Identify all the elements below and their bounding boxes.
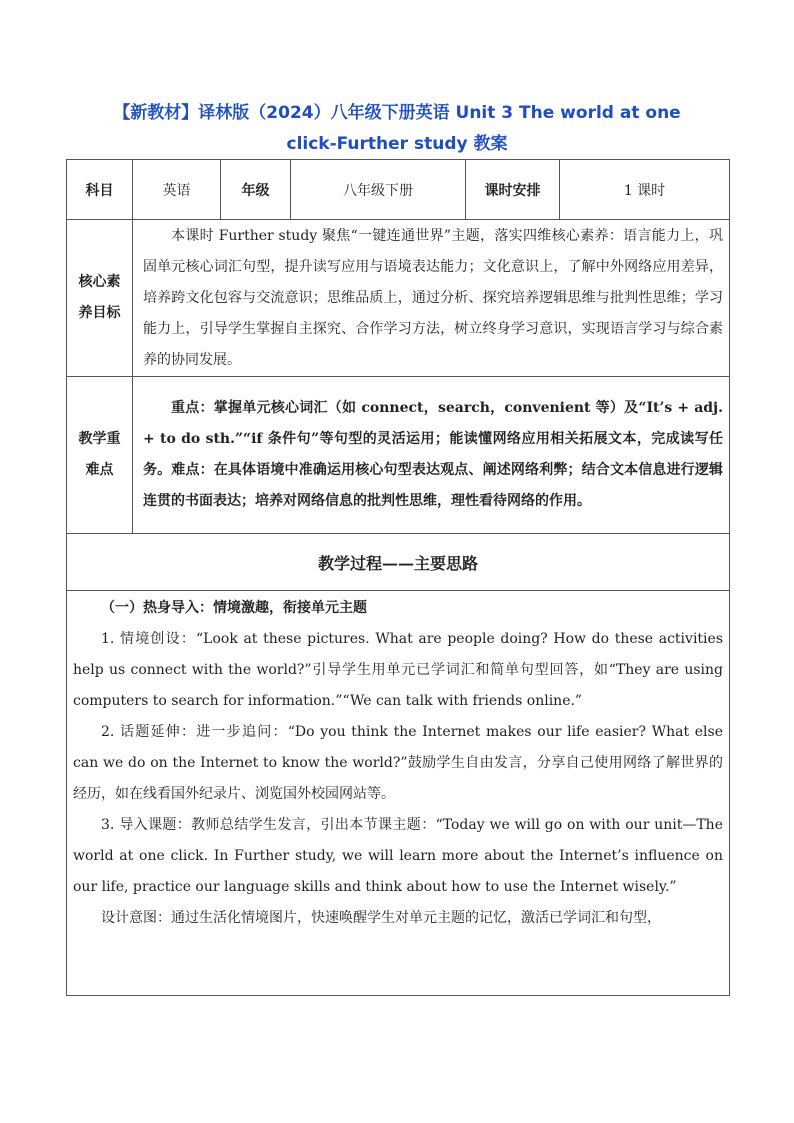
objectives-label-line-2: 养目标 (78, 305, 121, 321)
title-line-2: click-Further study 教案 (286, 134, 508, 154)
hours-value: 1 课时 (560, 160, 730, 220)
section1-title: （一）热身导入：情境激趣，衔接单元主题 (101, 600, 367, 616)
lesson-plan-table (66, 159, 730, 996)
process-content (67, 591, 730, 996)
info-row (67, 160, 730, 220)
key-points-text: 重点：掌握单元核心词汇（如 connect，search，convenient 等）及“It’s + adj. + to do sth.”“if 条件句”等句型的灵活运用；能读懂网络应用相关拓展文本，完成读写任务。难点：在具体语境中准确运用核心句型表达观点、阐述网络利弊；结合文本信息进行逻辑连贯的书面表达；培养对网络信息的批判性思维，理性看待网络的作用。 (143, 400, 723, 509)
objectives-text-cell (133, 220, 730, 377)
process-heading: 教学过程——主要思路 (67, 534, 730, 591)
process-heading-row (67, 534, 730, 591)
document-title (66, 98, 728, 160)
key-points-label (67, 377, 133, 534)
subject-label: 科目 (67, 160, 133, 220)
design-intent: 设计意图：通过生活化情境图片，快速唤醒学生对单元主题的记忆，激活已学词汇和句型， (101, 910, 661, 926)
key-points-label-line-2: 难点 (85, 462, 114, 478)
subject-value: 英语 (133, 160, 221, 220)
process-content-row (67, 591, 730, 996)
title-line-1: 【新教材】译林版（2024）八年级下册英语 Unit 3 The world at one (113, 103, 681, 123)
objectives-text: 本课时 Further study 聚焦“一键连通世界”主题，落实四维核心素养：语言能力上，巩固单元核心词汇句型，提升读写应用与语境表达能力；文化意识上，了解中外网络应用差异，培养跨文化包容与交流意识；思维品质上，通过分析、探究培养逻辑思维与批判性思维；学习能力上，引导学生掌握自主探究、合作学习方法，树立终身学习意识，实现语言学习与综合素养的协同发展。 (143, 227, 723, 368)
objectives-label-line-1: 核心素 (78, 274, 121, 290)
key-points-label-line-1: 教学重 (78, 431, 121, 447)
key-points-row (67, 377, 730, 534)
step-1: 1. 情境创设：“Look at these pictures. What are people doing? How do these activities help us connect with the world?”引导学生用单元已学词汇和简单句型回答，如“They are using computers to search for information.”“We can talk with friends online.” (73, 631, 723, 709)
step-3: 3. 导入课题：教师总结学生发言，引出本节课主题：“Today we will go on with our unit—The world at one click. In Further study, we will learn more about the Internet’s influence on our life, practice our language skills and think about how to use the Internet wisely.” (73, 817, 723, 895)
hours-label: 课时安排 (466, 160, 560, 220)
grade-value: 八年级下册 (291, 160, 466, 220)
objectives-row (67, 220, 730, 377)
objectives-label (67, 220, 133, 377)
step-2: 2. 话题延伸：进一步追问：“Do you think the Internet makes our life easier? What else can we do on the Internet to know the world?”鼓励学生自由发言，分享自己使用网络了解世界的经历，如在线看国外纪录片、浏览国外校园网站等。 (73, 724, 723, 802)
grade-label: 年级 (221, 160, 291, 220)
key-points-text-cell (133, 377, 730, 534)
